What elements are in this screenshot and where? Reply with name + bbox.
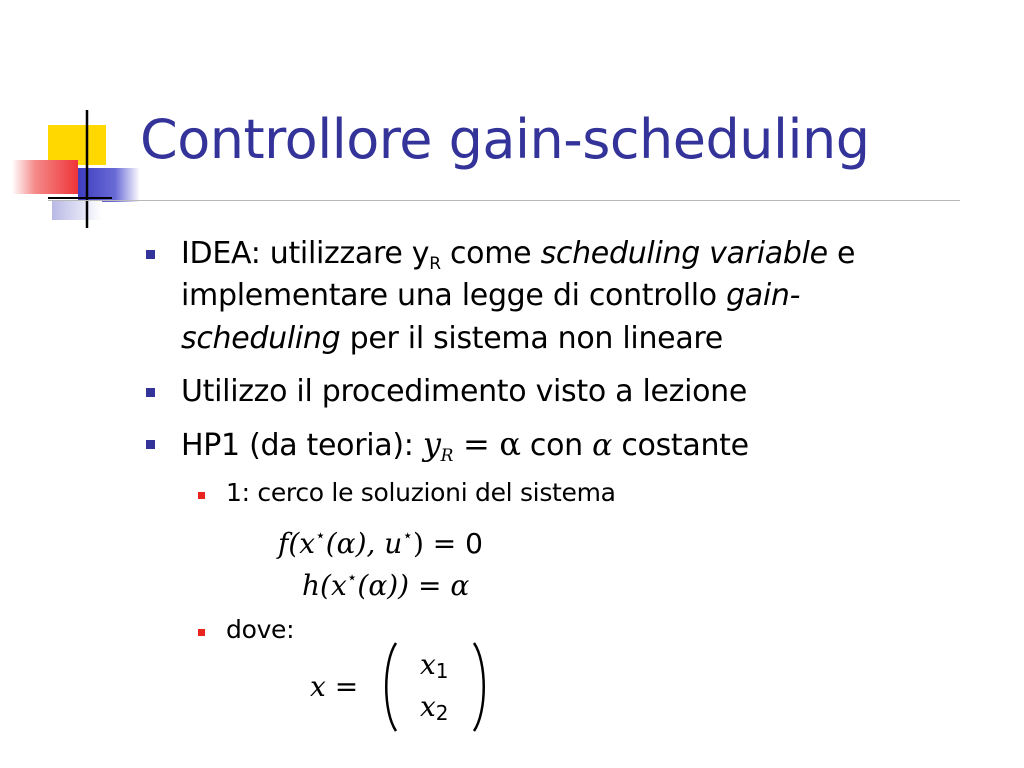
title-divider — [48, 200, 960, 201]
math-yr-alpha: $y_R = \alpha$ — [422, 425, 521, 466]
vector-x-lhs: x = — [310, 670, 359, 703]
slide-logo — [0, 0, 150, 240]
vector-x1: $x_1$ — [420, 648, 449, 683]
bullet-marker — [146, 388, 155, 397]
equation-h: h(x⋆(α)) = α — [302, 568, 470, 602]
bullet-hp1: HP1 (da teoria): $y_R = \alpha$ con α costante — [181, 425, 749, 466]
subscript-r: R — [429, 254, 441, 274]
equation-f: f(x⋆(α), u⋆) = 0 — [278, 526, 483, 560]
subbullet-marker — [198, 629, 205, 636]
subbullet-dove: dove: — [226, 615, 295, 644]
bullet-idea-line2: implementare una legge di controllo gain- — [181, 278, 801, 313]
vector-x2: $x_2$ — [420, 690, 449, 725]
left-paren-icon — [380, 640, 400, 734]
logo-red-bar — [12, 160, 78, 194]
bullet-marker — [146, 440, 155, 449]
slide-title: Controllore gain-scheduling — [140, 108, 870, 171]
subbullet-marker — [198, 492, 205, 499]
bullet-procedimento: Utilizzo il procedimento visto a lezione — [181, 374, 748, 409]
right-paren-icon — [470, 640, 490, 734]
bullet-idea-line1: IDEA: utilizzare $y_R$ come scheduling variable e — [181, 236, 856, 274]
logo-yellow-square — [48, 125, 106, 165]
bullet-marker — [146, 250, 155, 259]
subbullet-sistema: 1: cerco le soluzioni del sistema — [226, 478, 616, 507]
bullet-idea-line3: scheduling per il sistema non lineare — [181, 321, 723, 356]
logo-light-block — [52, 200, 102, 220]
